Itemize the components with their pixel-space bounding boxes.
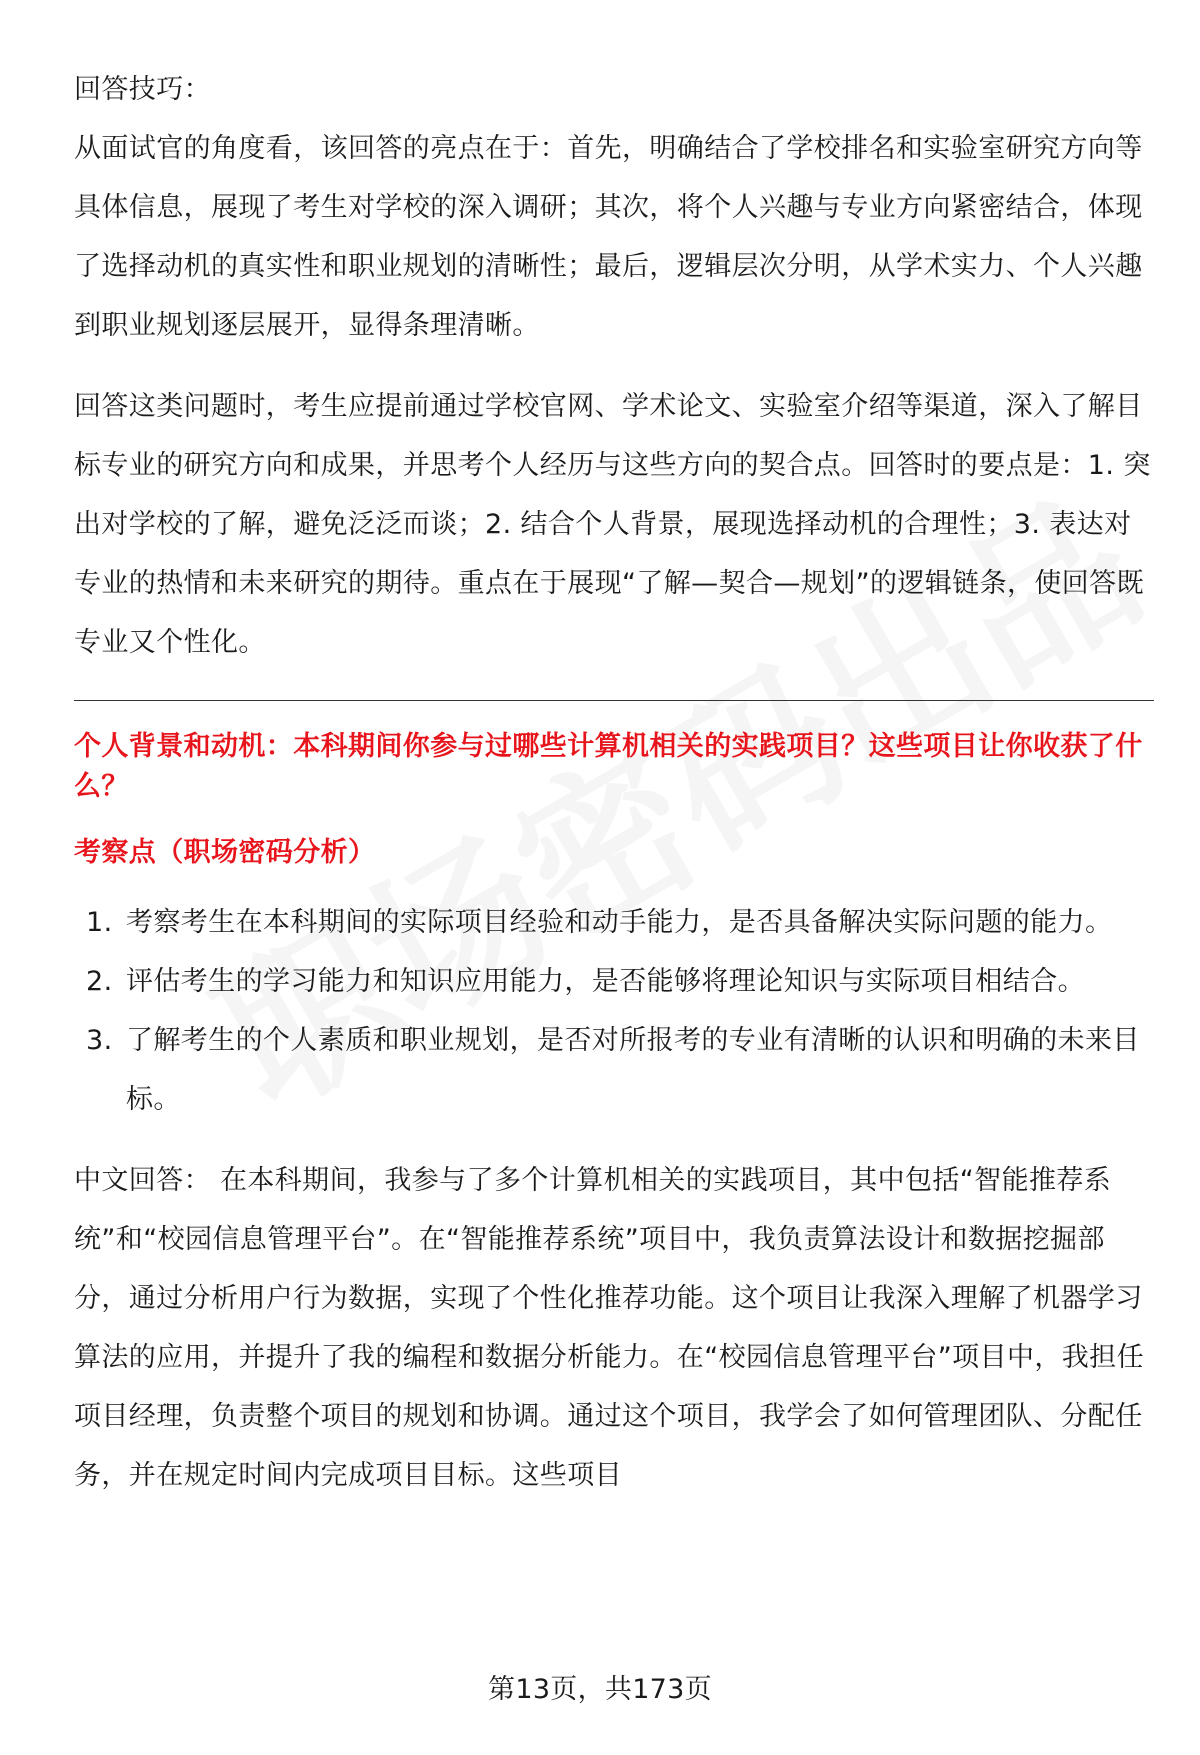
focus-item (74, 893, 1154, 952)
focus-item-number: 2. (86, 966, 113, 997)
focus-item-text: 评估考生的学习能力和知识应用能力，是否能够将理论知识与实际项目相结合。 (126, 966, 1085, 997)
question-title: 个人背景和动机：本科期间你参与过哪些计算机相关的实践项目？这些项目让你收获了什么？ (74, 731, 1143, 802)
focus-item-number: 3. (86, 1025, 113, 1056)
tips-paragraph-1: 从面试官的角度看，该回答的亮点在于：首先，明确结合了学校排名和实验室研究方向等具体信息，展现了考生对学校的深入调研；其次，将个人兴趣与专业方向紧密结合，体现了选择动机的真实性和职业规划的清晰性；最后，逻辑层次分明，从学术实力、个人兴趣到职业规划逐层展开，显得条理清晰。 (74, 133, 1143, 341)
focus-list (74, 893, 1154, 1129)
page-content (74, 60, 1154, 1505)
focus-item-number: 1. (86, 907, 113, 938)
focus-title: 考察点（职场密码分析） (74, 837, 376, 868)
focus-item (74, 952, 1154, 1011)
tips-heading: 回答技巧： (74, 74, 211, 105)
focus-item-text: 了解考生的个人素质和职业规划，是否对所报考的专业有清晰的认识和明确的未来目标。 (126, 1025, 1140, 1115)
page-footer: 第13页，共173页 (488, 1674, 712, 1705)
answer-paragraph: 中文回答： 在本科期间，我参与了多个计算机相关的实践项目，其中包括“智能推荐系统”和“校园信息管理平台”。在“智能推荐系统”项目中，我负责算法设计和数据挖掘部分，通过分析用户行为数据，实现了个性化推荐功能。这个项目让我深入理解了机器学习算法的应用，并提升了我的编程和数据分析能力。在“校园信息管理平台”项目中，我担任项目经理，负责整个项目的规划和协调。通过这个项目，我学会了如何管理团队、分配任务，并在规定时间内完成项目目标。这些项目 (74, 1165, 1144, 1491)
section-divider (74, 700, 1154, 701)
focus-item-text: 考察考生在本科期间的实际项目经验和动手能力，是否具备解决实际问题的能力。 (126, 907, 1113, 938)
tips-paragraph-2: 回答这类问题时，考生应提前通过学校官网、学术论文、实验室介绍等渠道，深入了解目标专业的研究方向和成果，并思考个人经历与这些方向的契合点。回答时的要点是：1. 突出对学校的了解，避免泛泛而谈；2. 结合个人背景，展现选择动机的合理性；3. 表达对专业的热情和未来研究的期待。重点在于展现“了解—契合—规划”的逻辑链条，使回答既专业又个性化。 (74, 391, 1151, 658)
focus-item (74, 1011, 1154, 1129)
